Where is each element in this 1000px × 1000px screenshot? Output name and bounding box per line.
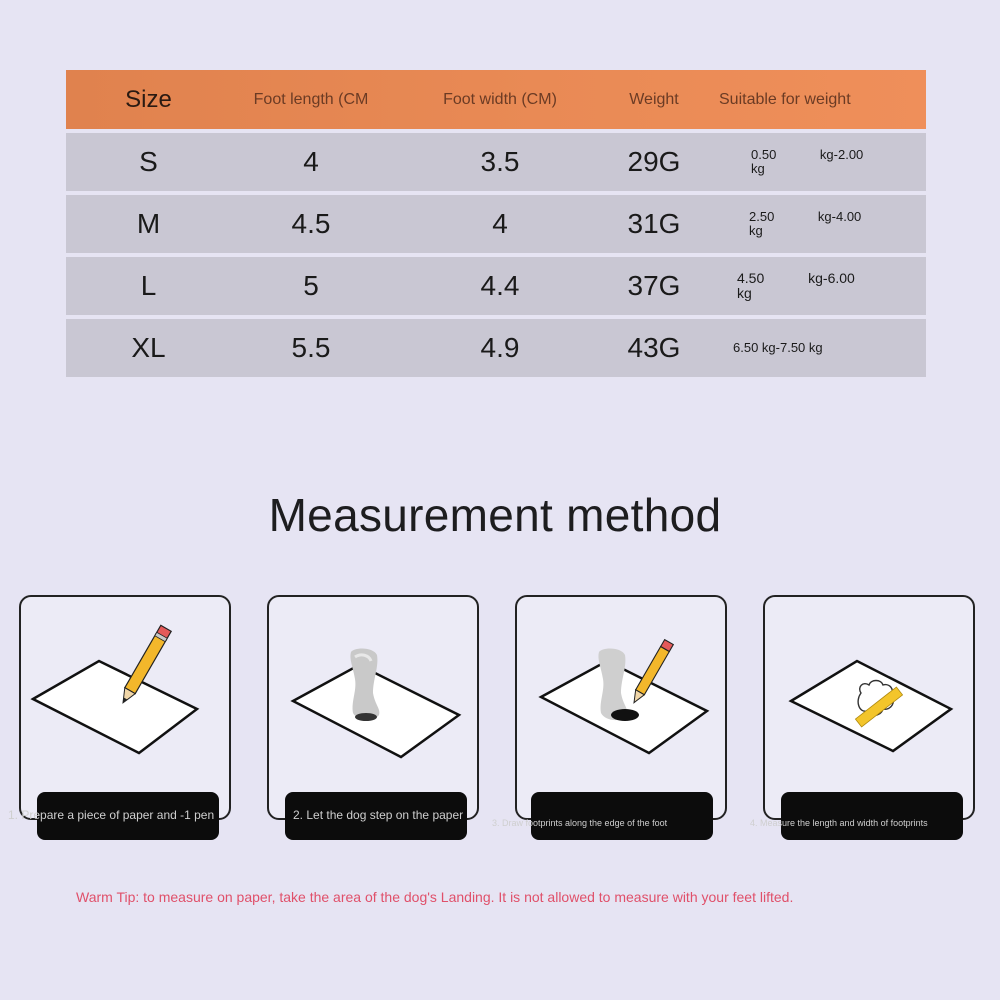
cell-suitable: 6.50 kg-7.50 kg <box>733 340 823 355</box>
step-label-4: 4. Measure the length and width of footprints <box>750 818 928 828</box>
cell-width: 3.5 <box>480 146 520 177</box>
cell-width: 4.4 <box>480 270 520 301</box>
step-label-bar-4 <box>781 792 963 840</box>
step-card-1 <box>19 595 231 820</box>
cell-size: L <box>140 270 157 301</box>
step-card-4 <box>763 595 975 820</box>
cell-suitable: 2.50 kg-4.00 kg <box>749 209 862 238</box>
header-suitable-weight: Suitable for weight <box>719 91 851 108</box>
table-row <box>66 133 926 191</box>
ruler-footprint-icon <box>765 597 975 820</box>
cell-length: 5.5 <box>291 332 331 363</box>
cell-weight: 31G <box>627 208 681 239</box>
paper-pencil-icon <box>21 597 231 820</box>
cell-length: 4 <box>303 146 319 177</box>
step-card-2 <box>267 595 479 820</box>
cell-size: XL <box>131 332 166 363</box>
cell-weight: 29G <box>627 146 681 177</box>
table-row <box>66 319 926 377</box>
table-header-row <box>66 70 926 129</box>
header-foot-length: Foot length (CM <box>253 90 369 108</box>
cell-size: M <box>136 208 161 239</box>
cell-length: 4.5 <box>291 208 331 239</box>
header-size: Size <box>125 85 172 113</box>
table-row <box>66 195 926 253</box>
cell-width: 4 <box>492 208 508 239</box>
step-label-bar-3 <box>531 792 713 840</box>
measurement-method-title: Measurement method <box>268 489 722 541</box>
size-table <box>66 70 926 377</box>
dog-paw-on-paper-icon <box>269 597 479 820</box>
cell-suitable: 4.50 kg-6.00 kg <box>737 270 855 301</box>
step-label-1: 1. Prepare a piece of paper and -1 pen <box>8 808 215 822</box>
cell-size: S <box>139 146 158 177</box>
header-foot-width: Foot width (CM) <box>443 90 557 108</box>
step-card-3 <box>515 595 727 820</box>
cell-weight: 37G <box>627 270 681 301</box>
cell-weight: 43G <box>627 332 681 363</box>
header-weight: Weight <box>629 90 679 108</box>
cell-length: 5 <box>303 270 319 301</box>
table-row <box>66 257 926 315</box>
cell-width: 4.9 <box>480 332 520 363</box>
warm-tip-text: Warm Tip: to measure on paper, take the area of the dog's Landing. It is not allowed to measure with your feet lifted. <box>76 889 794 905</box>
step-label-3: 3. Draw footprints along the edge of the foot <box>492 818 668 828</box>
cell-suitable: 0.50 kg-2.00 kg <box>751 147 864 176</box>
step-label-2: 2. Let the dog step on the paper <box>293 808 464 822</box>
trace-paw-icon <box>517 597 727 820</box>
